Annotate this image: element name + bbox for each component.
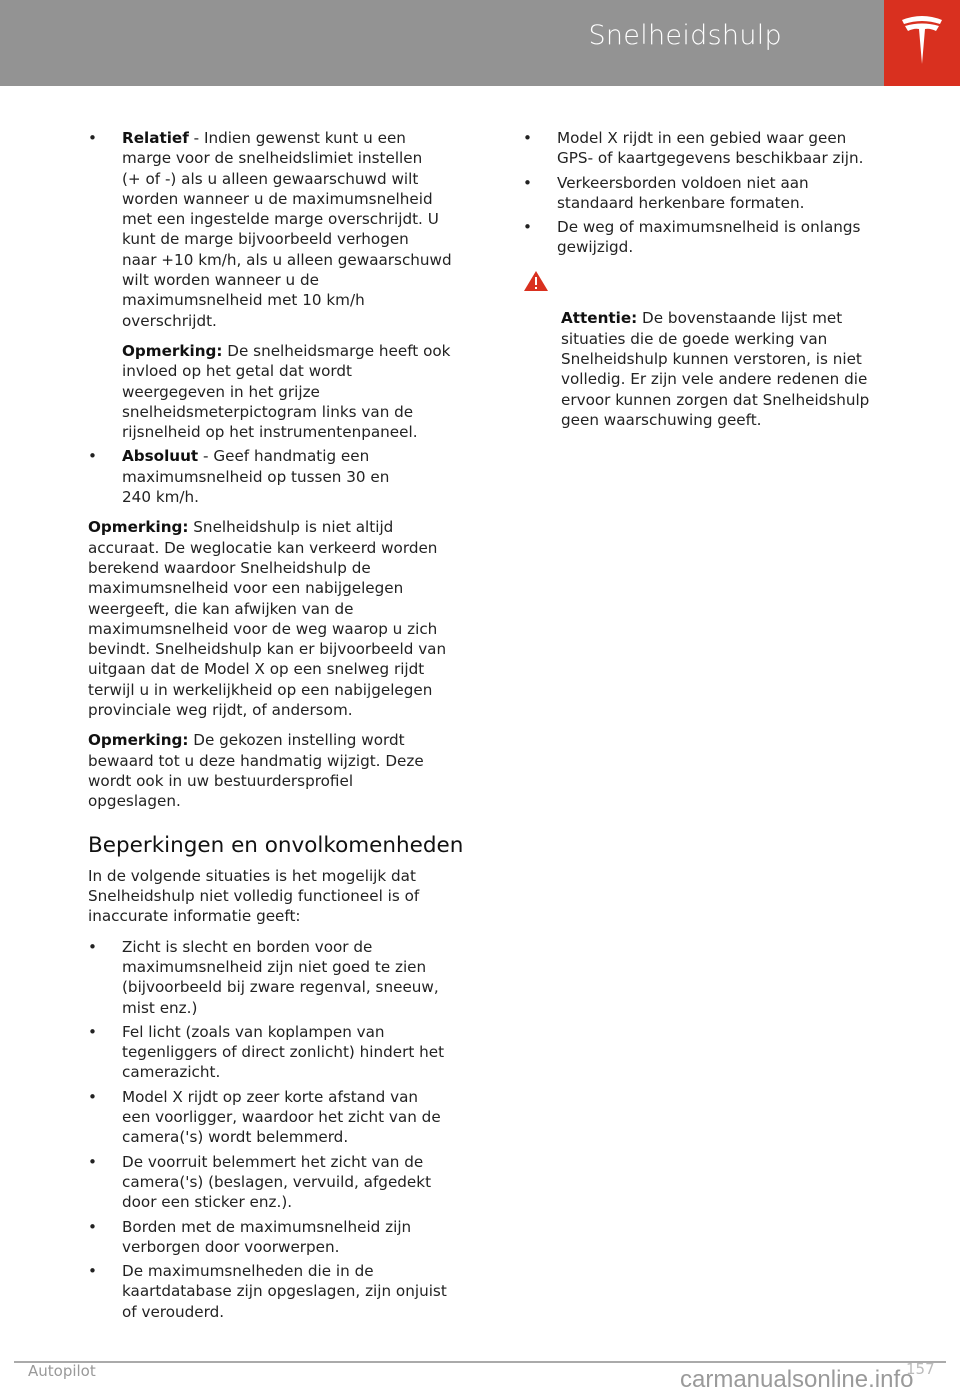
warning-triangle-icon	[523, 270, 549, 292]
note-label: Opmerking:	[88, 518, 189, 537]
tesla-logo-icon	[884, 0, 960, 86]
bullet-dot: •	[523, 173, 532, 192]
list-item-text: Model X rijdt op zeer korte afstand van een voorligger, waardoor het zicht van de camera('s) wordt belemmerd.	[122, 1087, 441, 1147]
bullet-dot: •	[523, 218, 532, 237]
page-title: Snelheidshulp	[588, 20, 782, 51]
bullet-relatief	[88, 128, 488, 331]
note-text: Snelheidshulp is niet altijd accuraat. De weglocatie kan verkeerd worden berekend waardoor Snelheidshulp de maximumsnelheid voor een nabijgelegen weergeeft, die kan afwijken van de maximumsnelheid voor de weg waarop u zich bevindt. Snelheidshulp kan er bijvoorbeeld van uitgaan dat de Model X op een snelweg rijdt terwijl u in werkelijkheid op een nabijgelegen provinciale weg rijdt, of andersom.	[88, 518, 447, 720]
list-item-text: De weg of maximumsnelheid is onlangs gewijzigd.	[557, 218, 861, 257]
term-absoluut: Absoluut	[122, 447, 199, 466]
footer-section: Autopilot	[28, 1362, 96, 1380]
page-header	[0, 0, 884, 86]
bullet-text: - Geef handmatig een maximumsnelheid op tussen 30 en 240 km/h.	[122, 447, 390, 507]
list-item	[88, 1087, 488, 1148]
list-item	[523, 173, 923, 214]
bullet-dot: •	[88, 129, 97, 147]
page-number: 157	[906, 1360, 935, 1378]
list-item	[88, 1217, 488, 1258]
bullet-absoluut	[88, 446, 488, 507]
bullet-dot: •	[88, 1262, 97, 1281]
bullet-dot: •	[88, 1152, 97, 1171]
list-item	[523, 128, 923, 169]
list-item	[523, 217, 923, 258]
bullet-dot: •	[88, 937, 97, 956]
warning-text: De bovenstaande lijst met situaties die de goede werking van Snelheidshulp kunnen verstoren, is niet volledig. Er zijn vele andere redenen die ervoor kunnen zorgen dat Snelheidshulp geen waarschuwing geeft.	[561, 309, 870, 429]
list-item-text: Zicht is slecht en borden voor de maximumsnelheid zijn niet goed te zien (bijvoorbeeld bij zware regenval, sneeuw, mist enz.)	[122, 937, 439, 1017]
bullet-dot: •	[88, 1022, 97, 1041]
list-item	[88, 1261, 488, 1322]
list-item-text: Fel licht (zoals van koplampen van tegenliggers of direct zonlicht) hindert het camerazicht.	[122, 1022, 445, 1082]
bullet-dot: •	[88, 447, 97, 466]
right-column	[523, 128, 923, 430]
section-heading: Beperkingen en onvolkomenheden	[88, 832, 464, 858]
list-item	[88, 937, 488, 1018]
note-margin	[88, 341, 488, 442]
term-relatief: Relatief	[122, 129, 189, 147]
footer-divider	[14, 1361, 946, 1363]
note-label: Opmerking:	[88, 731, 189, 750]
list-item	[88, 1022, 488, 1083]
warning-note	[523, 268, 923, 430]
list-item-text: De voorruit belemmert het zicht van de camera('s) (beslagen, vervuild, afgedekt door een sticker enz.).	[122, 1152, 432, 1212]
note-accuracy	[88, 517, 488, 720]
limitations-list	[88, 937, 488, 1322]
list-item-text: Verkeersborden voldoen niet aan standaard herkenbare formaten.	[557, 173, 809, 212]
bullet-dot: •	[88, 1217, 97, 1236]
left-column	[88, 128, 488, 1326]
list-item-text: De maximumsnelheden die in de kaartdatabase zijn opgeslagen, zijn onjuist of verouderd.	[122, 1262, 447, 1321]
bullet-dot: •	[88, 1087, 97, 1106]
warning-label: Attentie:	[561, 309, 638, 328]
watermark: carmanualsonline.info	[680, 1366, 914, 1393]
tesla-logo	[884, 0, 960, 86]
note-text: De gekozen instelling wordt bewaard tot u deze handmatig wijzigt. Deze wordt ook in uw bestuurdersprofiel opgeslagen.	[88, 731, 424, 811]
note-label: Opmerking:	[122, 341, 223, 360]
section-intro: In de volgende situaties is het mogelijk dat Snelheidshulp niet volledig functioneel is of inaccurate informatie geeft:	[88, 866, 420, 926]
bullet-text: - Indien gewenst kunt u een marge voor de snelheidslimiet instellen (+ of -) als u alleen gewaarschuwd wilt worden wanneer u de maximumsnelheid met een ingestelde marge overschrijdt. U kunt de marge bijvoorbeeld verhogen naar +10 km/h, als u alleen gewaarschuwd wilt worden wanneer u de maximumsnelheid met 10 km/h overschrijdt.	[122, 129, 452, 330]
list-item	[88, 1152, 488, 1213]
note-setting	[88, 730, 488, 811]
bullet-dot: •	[523, 129, 532, 147]
list-item-text: Borden met de maximumsnelheid zijn verborgen door voorwerpen.	[122, 1217, 412, 1256]
list-item-text: Model X rijdt in een gebied waar geen GPS- of kaartgegevens beschikbaar zijn.	[557, 129, 864, 168]
note-text: De snelheidsmarge heeft ook invloed op het getal dat wordt weergegeven in het grijze snelheidsmeterpictogram links van de rijsnelheid op het instrumentenpaneel.	[122, 341, 451, 442]
